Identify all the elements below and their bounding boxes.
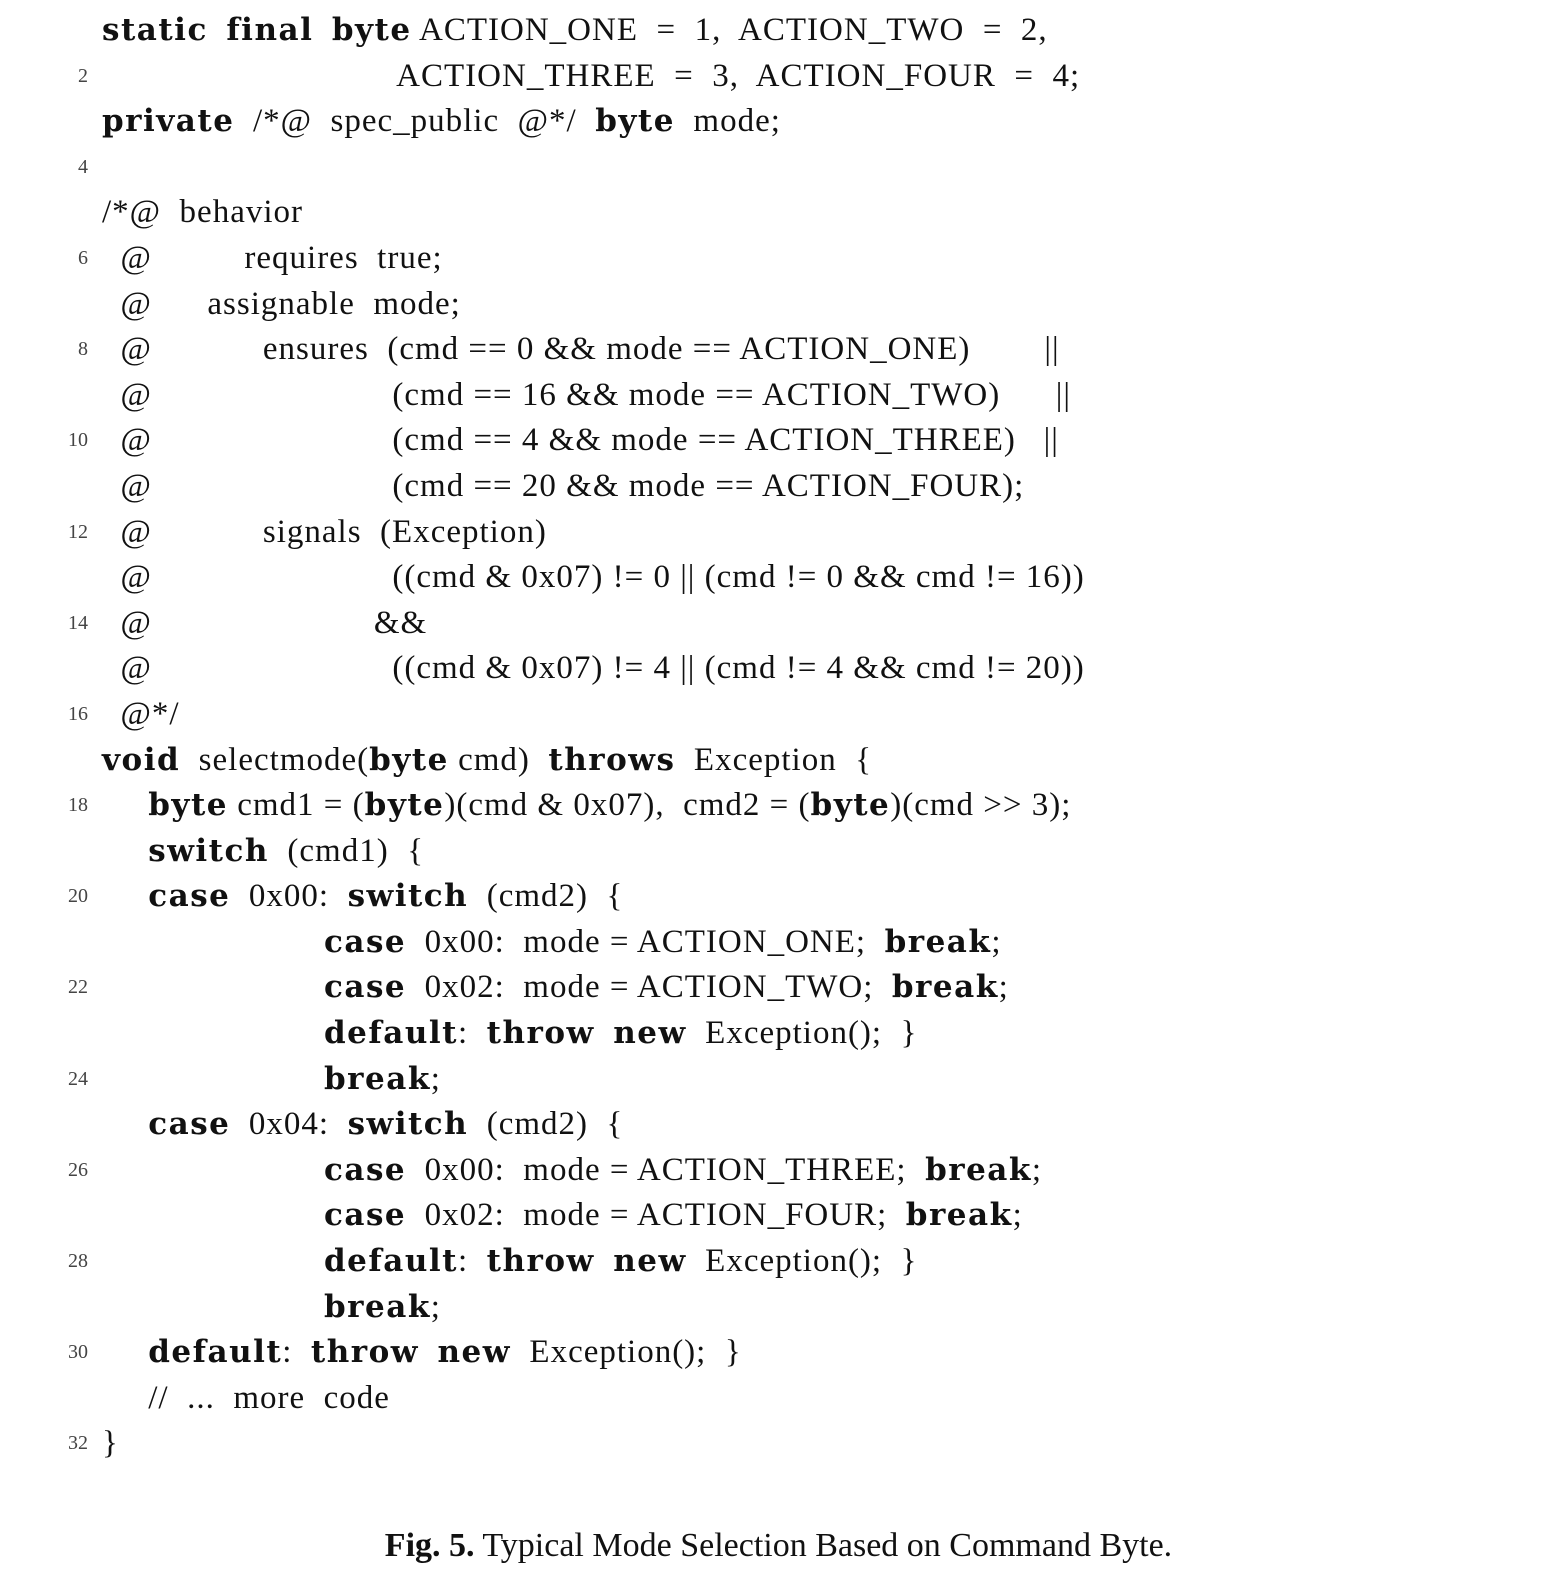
- line-number: 28: [68, 1250, 88, 1273]
- code-line: [0, 1376, 1557, 1422]
- code-line: [0, 1239, 1557, 1285]
- line-number: 26: [68, 1158, 88, 1181]
- code-line: [0, 1193, 1557, 1239]
- code-line: [0, 145, 1557, 191]
- code-line: [0, 555, 1557, 601]
- code-line: [0, 1148, 1557, 1194]
- code-keyword: break: [905, 1197, 1013, 1234]
- code-line: [0, 1011, 1557, 1057]
- code-token: }: [102, 1425, 119, 1462]
- code-text: [102, 920, 1002, 966]
- code-line: [0, 920, 1557, 966]
- code-text: [102, 738, 872, 784]
- code-token: @ ensures (cmd == 0 && mode == ACTION_ONE) ||: [102, 331, 1060, 368]
- code-token: Exception(); }: [510, 1334, 742, 1371]
- line-number: 14: [68, 611, 88, 634]
- code-keyword: new: [613, 1243, 687, 1280]
- code-text: [102, 54, 1080, 100]
- code-token: 0x00: mode = ACTION_ONE;: [406, 923, 885, 960]
- code-keyword: case: [324, 1151, 407, 1188]
- code-token: ;: [1031, 1151, 1043, 1188]
- code-keyword: switch: [347, 878, 469, 915]
- code-token: // ... more code: [102, 1379, 390, 1416]
- code-token: @ signals (Exception): [102, 513, 547, 550]
- code-token: @ ((cmd & 0x07) != 0 || (cmd != 0 && cmd != 16)): [102, 559, 1085, 596]
- line-number: 20: [68, 885, 88, 908]
- code-keyword: throws: [548, 741, 676, 778]
- code-keyword: throw: [486, 1015, 595, 1052]
- code-token: [102, 833, 148, 869]
- code-line: [0, 965, 1557, 1011]
- code-keyword: byte: [331, 12, 412, 48]
- code-token: [102, 1289, 324, 1325]
- code-line: [0, 1057, 1557, 1103]
- code-text: [102, 373, 1071, 419]
- code-line: [0, 1421, 1557, 1467]
- code-text: [102, 190, 303, 236]
- code-token: @ &&: [102, 604, 428, 641]
- code-listing: [0, 8, 1557, 1467]
- code-token: [102, 1243, 324, 1279]
- code-text: [102, 510, 547, 556]
- code-text: [102, 1421, 119, 1467]
- code-token: (cmd1) {: [268, 832, 425, 869]
- code-token: ;: [991, 923, 1002, 960]
- code-token: [102, 969, 324, 1005]
- code-line: [0, 418, 1557, 464]
- code-text: [102, 1285, 441, 1331]
- code-token: mode;: [674, 103, 781, 140]
- code-token: ;: [998, 969, 1009, 1006]
- code-token: ACTION_THREE = 3, ACTION_FOUR = 4;: [102, 57, 1081, 94]
- code-line: [0, 1285, 1557, 1331]
- code-token: :: [282, 1334, 311, 1371]
- code-token: @ (cmd == 4 && mode == ACTION_THREE) ||: [102, 422, 1059, 459]
- code-keyword: final: [226, 12, 314, 48]
- code-keyword: case: [324, 969, 407, 1006]
- code-text: [102, 783, 1071, 829]
- code-keyword: break: [884, 923, 992, 960]
- code-line: [0, 601, 1557, 647]
- code-line: [0, 510, 1557, 556]
- code-text: [102, 1239, 917, 1285]
- line-number: 12: [68, 520, 88, 543]
- code-text: [102, 327, 1060, 373]
- code-token: [102, 1197, 324, 1233]
- code-line: [0, 8, 1557, 54]
- code-token: [595, 1015, 614, 1051]
- code-text: [102, 1011, 917, 1057]
- code-keyword: byte: [595, 103, 675, 140]
- code-line: [0, 373, 1557, 419]
- code-token: [595, 1243, 614, 1279]
- code-token: selectmode(: [180, 741, 370, 778]
- code-token: @ assignable mode;: [102, 285, 461, 322]
- code-keyword: case: [324, 923, 407, 960]
- code-token: /*@ spec_public @*/: [234, 103, 596, 140]
- line-number: 2: [78, 64, 88, 87]
- code-text: [102, 282, 461, 328]
- code-token: ;: [430, 1288, 441, 1325]
- code-token: [102, 1015, 324, 1051]
- code-keyword: switch: [347, 1106, 469, 1143]
- code-keyword: default: [324, 1015, 458, 1052]
- code-line: [0, 54, 1557, 100]
- line-number: 6: [78, 246, 88, 269]
- code-token: cmd1 = (: [227, 787, 365, 824]
- code-line: [0, 646, 1557, 692]
- code-text: [102, 1376, 390, 1422]
- code-line: [0, 829, 1557, 875]
- code-token: )(cmd & 0x07), cmd2 = (: [444, 787, 811, 824]
- code-keyword: byte: [148, 787, 228, 824]
- code-keyword: switch: [148, 832, 269, 869]
- code-text: [102, 601, 427, 647]
- code-token: [102, 878, 148, 914]
- code-token: 0x02: mode = ACTION_FOUR;: [406, 1197, 906, 1234]
- code-token: ;: [430, 1060, 441, 1097]
- code-keyword: byte: [810, 787, 891, 824]
- code-keyword: private: [102, 103, 235, 140]
- code-text: [102, 829, 424, 875]
- figure-caption: [0, 1524, 1557, 1568]
- code-token: /*@ behavior: [102, 194, 304, 231]
- code-token: @ requires true;: [102, 239, 443, 276]
- code-keyword: byte: [369, 741, 449, 778]
- code-text: [102, 1148, 1042, 1194]
- code-line: [0, 874, 1557, 920]
- code-text: [102, 1193, 1023, 1239]
- line-number: 10: [68, 429, 88, 452]
- code-token: @*/: [102, 695, 180, 732]
- code-keyword: break: [925, 1151, 1032, 1188]
- code-text: [102, 646, 1085, 692]
- code-token: Exception(); }: [686, 1015, 918, 1052]
- code-text: [102, 965, 1009, 1011]
- code-text: [102, 99, 781, 145]
- code-token: 0x04:: [230, 1106, 348, 1143]
- code-keyword: break: [324, 1060, 431, 1097]
- line-number: 8: [78, 338, 88, 361]
- line-number: 24: [68, 1067, 88, 1090]
- code-token: 0x00:: [230, 878, 348, 915]
- line-number: 30: [68, 1341, 88, 1364]
- line-number: 16: [68, 702, 88, 725]
- code-token: [102, 1106, 148, 1142]
- code-line: [0, 190, 1557, 236]
- code-keyword: throw: [486, 1243, 595, 1280]
- code-token: [313, 12, 332, 48]
- code-text: [102, 1102, 623, 1148]
- line-number: 18: [68, 794, 88, 817]
- code-keyword: case: [148, 1106, 231, 1143]
- code-token: [208, 12, 227, 48]
- code-text: [102, 236, 443, 282]
- code-keyword: throw: [310, 1334, 419, 1371]
- line-number: 32: [68, 1432, 88, 1455]
- code-text: [102, 8, 1048, 54]
- code-text: [102, 1330, 742, 1376]
- code-token: @ (cmd == 20 && mode == ACTION_FOUR);: [102, 467, 1025, 504]
- code-keyword: break: [891, 969, 999, 1006]
- code-keyword: break: [324, 1288, 431, 1325]
- code-token: [102, 1334, 148, 1370]
- code-line: [0, 99, 1557, 145]
- line-number: 4: [78, 155, 88, 178]
- code-token: [102, 787, 148, 823]
- code-token: ACTION_ONE = 1, ACTION_TWO = 2,: [411, 12, 1048, 48]
- code-text: [102, 874, 623, 920]
- code-token: 0x02: mode = ACTION_TWO;: [406, 969, 892, 1006]
- code-token: [419, 1334, 438, 1370]
- code-token: cmd): [448, 741, 549, 778]
- code-token: 0x00: mode = ACTION_THREE;: [406, 1151, 926, 1188]
- code-token: [102, 1152, 324, 1188]
- code-keyword: void: [102, 741, 181, 778]
- code-line: [0, 236, 1557, 282]
- code-keyword: case: [148, 878, 231, 915]
- code-text: [102, 1057, 441, 1103]
- line-number: 22: [68, 976, 88, 999]
- code-line: [0, 282, 1557, 328]
- code-line: [0, 738, 1557, 784]
- code-token: Exception {: [675, 741, 873, 778]
- code-text: [102, 418, 1059, 464]
- code-token: (cmd2) {: [468, 878, 624, 915]
- code-line: [0, 783, 1557, 829]
- code-line: [0, 1102, 1557, 1148]
- code-token: )(cmd >> 3);: [890, 787, 1072, 824]
- code-keyword: case: [324, 1197, 407, 1234]
- code-keyword: static: [102, 12, 208, 48]
- code-token: ;: [1012, 1197, 1023, 1234]
- code-text: [102, 692, 180, 738]
- code-token: @ ((cmd & 0x07) != 4 || (cmd != 4 && cmd != 20)): [102, 650, 1085, 687]
- figure-label: Fig. 5.: [384, 1527, 475, 1564]
- code-line: [0, 327, 1557, 373]
- code-line: [0, 1330, 1557, 1376]
- code-text: [102, 464, 1024, 510]
- code-line: [0, 464, 1557, 510]
- code-keyword: new: [437, 1334, 511, 1371]
- code-keyword: byte: [364, 787, 445, 824]
- code-keyword: new: [613, 1015, 687, 1052]
- code-token: Exception(); }: [686, 1243, 918, 1280]
- code-token: [102, 924, 324, 960]
- code-token: :: [457, 1015, 487, 1052]
- code-line: [0, 692, 1557, 738]
- figure-caption-text: Typical Mode Selection Based on Command Byte.: [474, 1527, 1173, 1564]
- code-token: [102, 1061, 324, 1097]
- code-keyword: default: [148, 1334, 283, 1371]
- code-token: :: [457, 1243, 487, 1280]
- code-keyword: default: [324, 1243, 458, 1280]
- code-token: @ (cmd == 16 && mode == ACTION_TWO) ||: [102, 376, 1071, 413]
- code-text: [102, 555, 1085, 601]
- code-token: (cmd2) {: [468, 1106, 624, 1143]
